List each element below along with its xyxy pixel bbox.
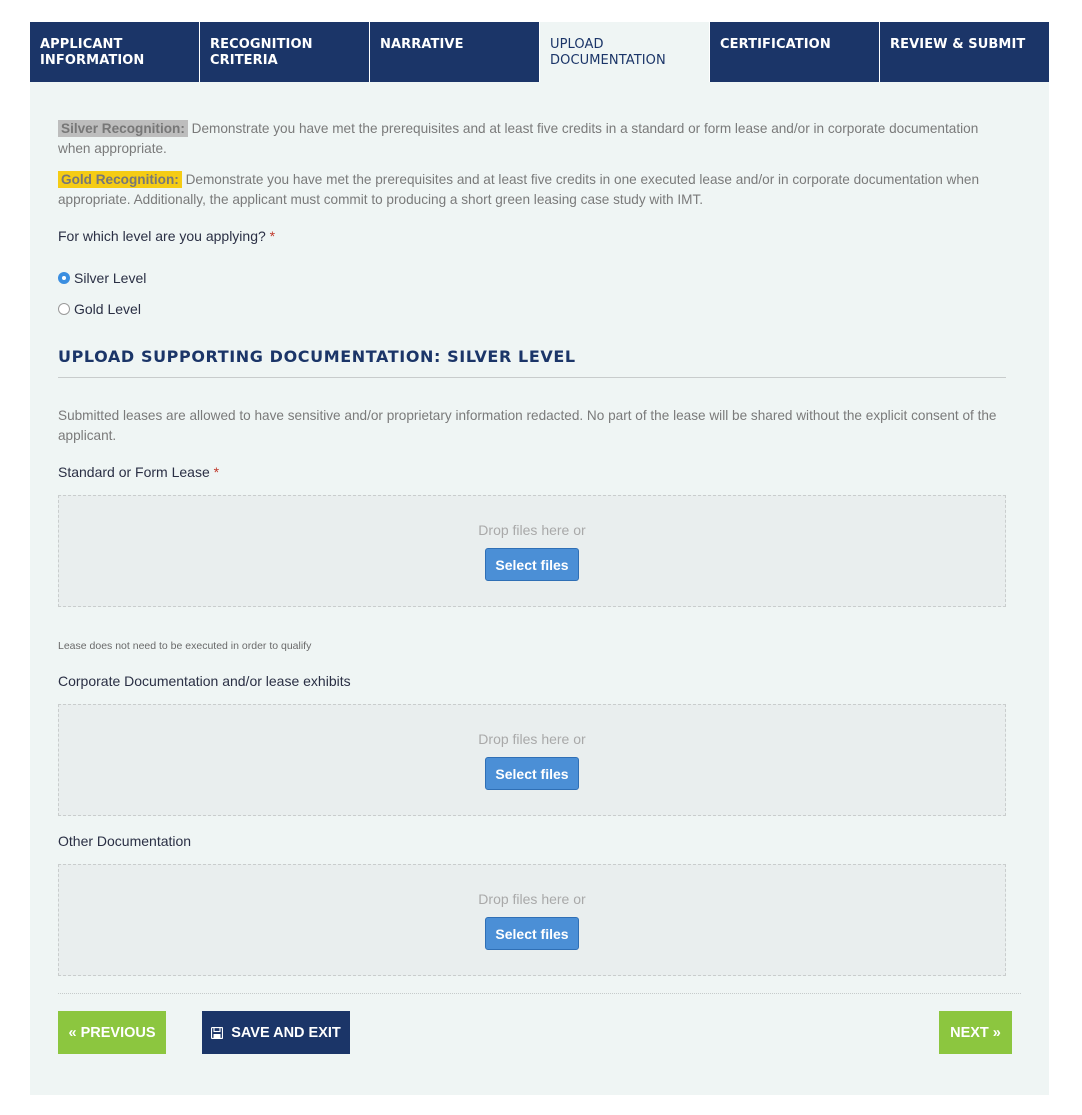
radio-gold-label[interactable]: Gold Level — [74, 301, 141, 317]
tab-applicant-information[interactable]: APPLICANT INFORMATION — [30, 22, 200, 82]
tab-narrative[interactable]: NARRATIVE — [370, 22, 540, 82]
radio-button-unchecked[interactable] — [58, 303, 70, 315]
dropzone-corporate-documentation[interactable] — [58, 704, 1006, 816]
select-files-button[interactable]: Select files — [485, 917, 579, 950]
tab-certification[interactable]: CERTIFICATION — [710, 22, 880, 82]
silver-recognition-text: Demonstrate you have met the prerequisites and at least five credits in a standard or form lease and/or in corporate documentation when appropriate. — [58, 121, 979, 156]
required-marker: * — [269, 228, 276, 244]
footer-divider — [58, 993, 1021, 994]
redaction-notice: Submitted leases are allowed to have sensitive and/or proprietary information redacted. No part of the lease will be shared without the explicit consent of the applicant. — [58, 408, 997, 443]
silver-recognition-description — [58, 119, 1008, 159]
tab-recognition-criteria[interactable]: RECOGNITION CRITERIA — [200, 22, 370, 82]
gold-recognition-text: Demonstrate you have met the prerequisites and at least five credits in one executed lease and/or in corporate documentation when appropriate. Additionally, the applicant must commit to producing a short green leasing case study with IMT. — [58, 172, 980, 207]
upload-label-other-documentation: Other Documentation — [58, 833, 192, 849]
lease-help-text: Lease does not need to be executed in order to qualify — [58, 640, 312, 652]
dropzone-standard-lease[interactable] — [58, 495, 1006, 607]
section-title: UPLOAD SUPPORTING DOCUMENTATION: SILVER LEVEL — [58, 347, 576, 366]
save-and-exit-label[interactable]: SAVE AND EXIT — [231, 1024, 341, 1041]
level-question-text: For which level are you applying? — [58, 228, 266, 244]
dropzone-other-documentation[interactable] — [58, 864, 1006, 976]
select-files-button[interactable]: Select files — [485, 757, 579, 790]
tab-review-submit[interactable]: REVIEW & SUBMIT — [880, 22, 1049, 82]
drop-files-text: Drop files here or — [478, 522, 586, 538]
drop-files-text: Drop files here or — [478, 731, 586, 747]
upload-label-text: Standard or Form Lease — [58, 464, 210, 480]
upload-label-standard-lease — [58, 464, 219, 480]
floppy-disk-icon — [211, 1027, 223, 1039]
tab-upload-documentation[interactable]: UPLOAD DOCUMENTATION — [540, 22, 710, 82]
next-button[interactable]: NEXT » — [939, 1011, 1012, 1054]
drop-files-text: Drop files here or — [478, 891, 586, 907]
gold-recognition-description — [58, 170, 1008, 210]
radio-button-checked[interactable] — [58, 272, 70, 284]
required-marker: * — [213, 464, 220, 480]
select-files-button[interactable]: Select files — [485, 548, 579, 581]
section-divider — [58, 377, 1006, 378]
radio-silver-level[interactable] — [58, 270, 146, 286]
previous-button[interactable]: « PREVIOUS — [58, 1011, 166, 1054]
save-and-exit-button[interactable] — [202, 1011, 350, 1054]
step-tabs — [30, 22, 1049, 82]
level-question — [58, 228, 275, 244]
radio-silver-label[interactable]: Silver Level — [74, 270, 147, 286]
upload-label-corporate-documentation: Corporate Documentation and/or lease exhibits — [58, 673, 351, 689]
radio-gold-level[interactable] — [58, 301, 141, 317]
silver-recognition-label: Silver Recognition: — [58, 120, 188, 137]
gold-recognition-label: Gold Recognition: — [58, 171, 182, 188]
application-form — [30, 22, 1049, 1095]
